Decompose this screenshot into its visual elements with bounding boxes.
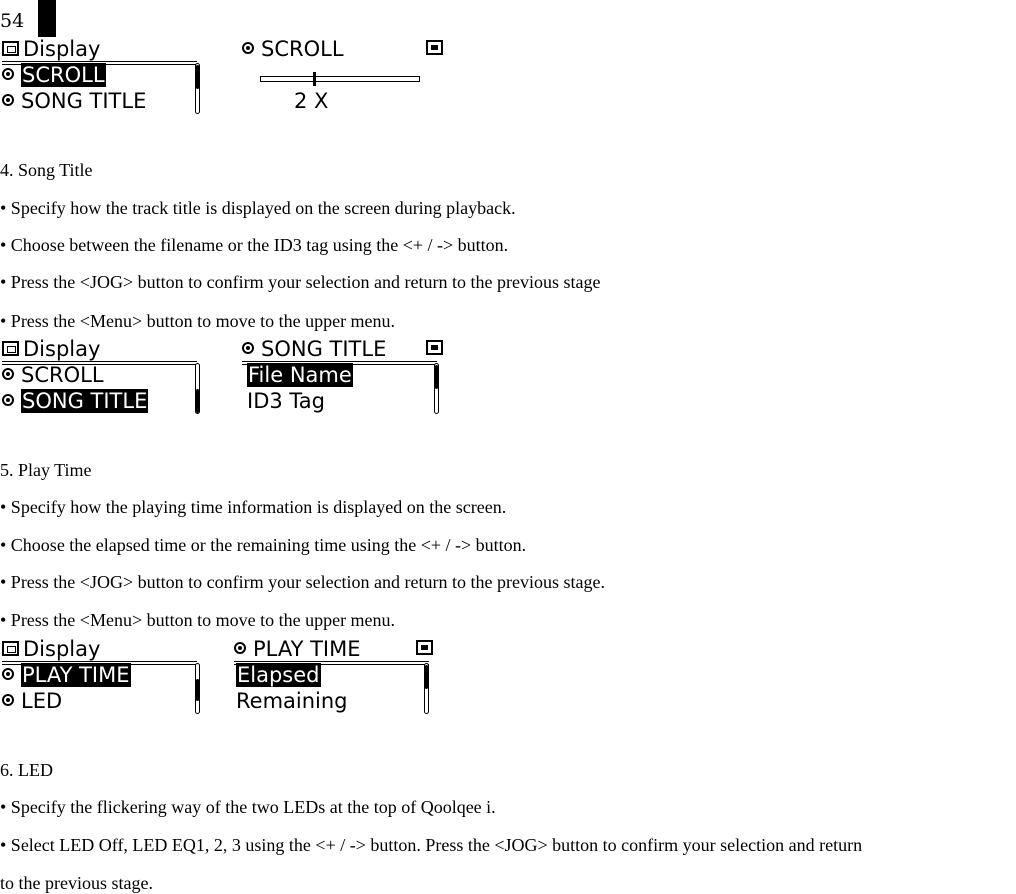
section-heading: 4. Song Title xyxy=(0,160,93,180)
lcd-scrollbar-thumb xyxy=(425,665,428,689)
section-heading: 6. LED xyxy=(0,760,53,780)
lcd-menu-item: LED xyxy=(2,688,62,714)
lcd-screen-play-time xyxy=(2,636,452,716)
lcd-left-title: Display xyxy=(2,636,100,662)
radio-icon xyxy=(2,668,14,680)
bullet-text: • Specify the flickering way of the two LEDs at the top of Qoolqee i. xyxy=(0,797,496,817)
lcd-screen-scroll xyxy=(2,36,452,116)
radio-icon xyxy=(2,394,14,406)
lcd-scrollbar-thumb xyxy=(196,679,199,701)
lcd-menu-item: SCROLL xyxy=(2,62,106,88)
battery-icon xyxy=(426,40,443,55)
scroll-speed-value: 2 X xyxy=(294,89,329,113)
radio-icon xyxy=(2,68,14,80)
radio-icon xyxy=(2,94,14,106)
lcd-right-title: SONG TITLE xyxy=(242,336,386,362)
lcd-menu-item: SONG TITLE xyxy=(2,388,148,414)
lcd-scrollbar xyxy=(195,63,200,114)
lcd-left-title: Display xyxy=(2,36,100,62)
lcd-scrollbar-thumb xyxy=(196,65,199,89)
folder-icon xyxy=(2,41,19,56)
lcd-menu-item: SCROLL xyxy=(2,362,104,388)
section-heading: 5. Play Time xyxy=(0,460,92,480)
bullet-text: • Press the <Menu> button to move to the upper menu. xyxy=(0,610,396,630)
lcd-scrollbar-thumb xyxy=(196,389,199,413)
lcd-right-title: SCROLL xyxy=(242,36,344,62)
bullet-text: to the previous stage. xyxy=(0,873,153,893)
lcd-screen-song-title xyxy=(2,336,452,416)
bullet-text: • Press the <JOG> button to confirm your selection and return to the previous stage. xyxy=(0,572,605,592)
radio-icon xyxy=(234,642,246,654)
scroll-speed-slider xyxy=(260,76,420,82)
lcd-scrollbar xyxy=(424,663,429,714)
bullet-text: • Press the <Menu> button to move to the upper menu. xyxy=(0,311,396,331)
radio-icon xyxy=(2,368,14,380)
battery-icon xyxy=(416,640,433,655)
folder-icon xyxy=(2,341,19,356)
page-marker-block xyxy=(38,0,56,37)
bullet-text: • Press the <JOG> button to confirm your selection and return to the previous stage xyxy=(0,272,601,292)
radio-icon xyxy=(242,42,254,54)
lcd-scrollbar xyxy=(195,363,200,414)
lcd-option: Elapsed xyxy=(237,663,320,687)
radio-icon xyxy=(242,342,254,354)
folder-icon xyxy=(2,641,19,656)
bullet-text: • Choose the elapsed time or the remaining time using the <+ / -> button. xyxy=(0,535,527,555)
lcd-scrollbar xyxy=(195,663,200,714)
bullet-text: • Specify how the track title is displayed on the screen during playback. xyxy=(0,198,516,218)
lcd-menu-item: PLAY TIME xyxy=(2,662,131,688)
lcd-scrollbar-thumb xyxy=(435,365,438,389)
lcd-scrollbar xyxy=(434,363,439,414)
bullet-text: • Specify how the playing time information is displayed on the screen. xyxy=(0,497,507,517)
bullet-text: • Select LED Off, LED EQ1, 2, 3 using the <+ / -> button. Press the <JOG> button to confirm your selection and return xyxy=(0,835,863,855)
lcd-option: ID3 Tag xyxy=(247,389,325,413)
radio-icon xyxy=(2,694,14,706)
lcd-menu-item: SONG TITLE xyxy=(2,88,146,114)
slider-tick xyxy=(313,72,316,86)
bullet-text: • Choose between the filename or the ID3 tag using the <+ / -> button. xyxy=(0,235,509,255)
page-number: 54 xyxy=(0,10,25,32)
lcd-left-title: Display xyxy=(2,336,100,362)
battery-icon xyxy=(426,340,443,355)
lcd-right-title: PLAY TIME xyxy=(234,636,361,662)
lcd-option: Remaining xyxy=(236,689,348,713)
lcd-option: File Name xyxy=(248,363,352,387)
